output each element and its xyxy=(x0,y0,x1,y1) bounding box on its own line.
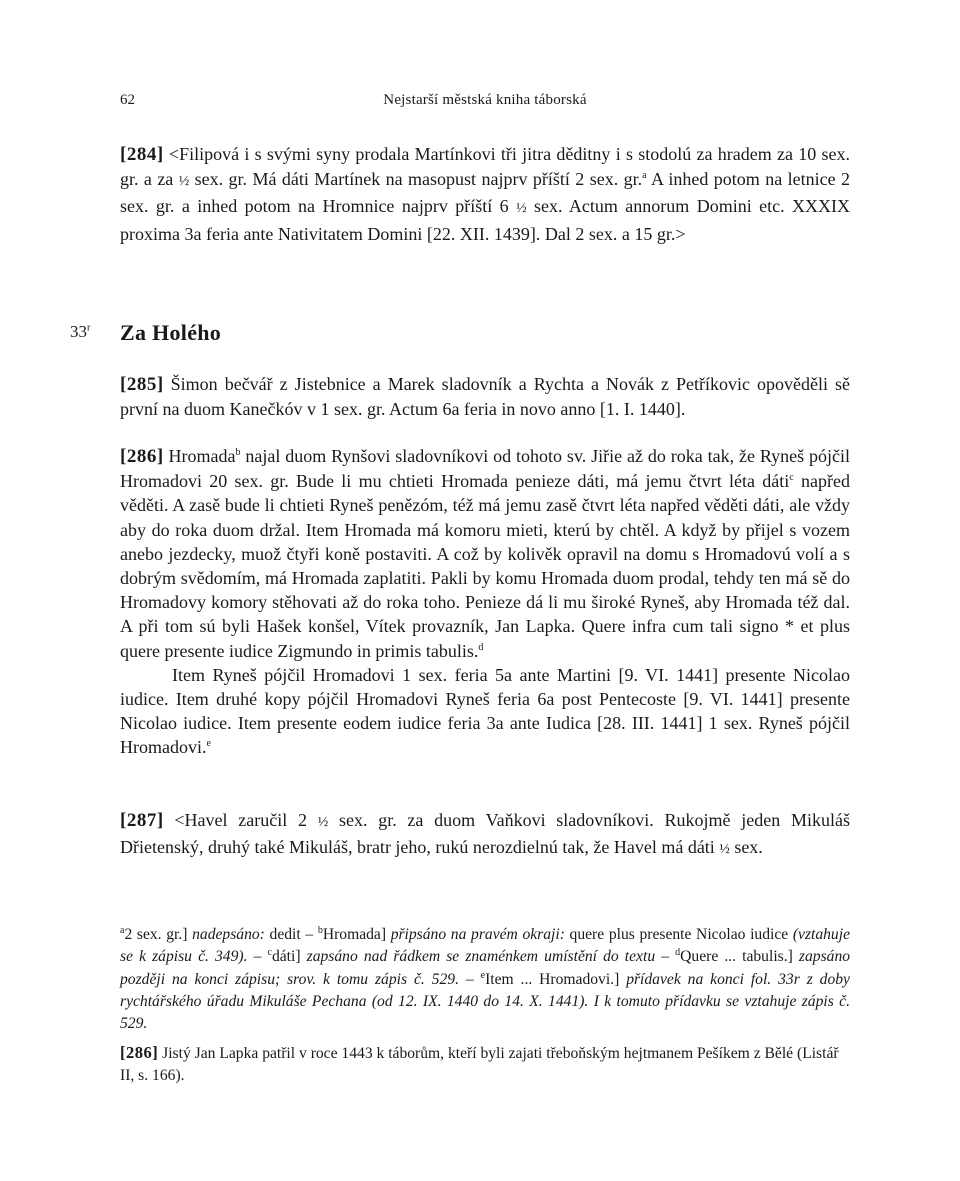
commentary-286 xyxy=(120,1042,850,1088)
entry-paragraph-2 xyxy=(120,663,850,760)
entry-text: Item Ryneš pójčil Hromadovi 1 sex. feria 5a ante Martini [9. VI. 1441] presente Nicolao iudice. Item druhé kopy pójčil Hromadovi Ryneš feria 6a post Pentecoste [9. VI. 1441] presente Nicolao iudice. Item presente eodem iudice feria 3a ante Iudica [28. III. 1441] 1 sex. Ryneš pójčil Hromadovi. xyxy=(120,664,850,758)
footnotes: $^a$2 sex. gr.] nadepsáno: dedit – $^b$Hromada] připsáno na pravém okraji: quere plus presente Nicolao iudice (vztahuje se k zápisu č. 349). – $^c$dáti] zapsáno nad řádkem se znaménkem umístění do textu – $^d$Quere ... tabulis.] zapsáno později na konci zápisu; srov. k tomu zápis č. 529. – $^e$Item ... Hromadovi.] přídavek na konci fol. 33r z doby rychtářského úřadu Mikuláše Pechana (od 12. IX. 1440 do 14. X. 1441). I k tomuto přídavku se vztahuje zápis č. 529. xyxy=(120,924,851,1033)
entry-number: [284] xyxy=(120,144,164,165)
footnote-mark-c: c xyxy=(267,947,272,959)
fraction-half: ½ xyxy=(719,842,730,858)
entry-paragraph xyxy=(120,444,850,663)
entry-text: sex. gr. za duom Vaňkovi sladovníkovi. Rukojmě jeden Mikuláš Dřietenský, druhý také Mikuláš, bratr jeho, rukú nerozdielnú tak, že Havel má dáti xyxy=(120,810,851,858)
entry-text: Hromada xyxy=(163,446,236,466)
fraction-half: ½ xyxy=(317,815,329,830)
entry-text: <Filipová i s svými syny prodala Martínkovi tři jitra děditny i s stodolú za hradem za 10 sex. gr. a za xyxy=(120,144,850,190)
entry-number: [286] xyxy=(120,446,164,467)
entry-284 xyxy=(120,142,850,246)
entry-text: A inhed potom na letnice 2 sex. gr. a inhed potom na Hromnice najprv příští 6 xyxy=(120,169,851,217)
entry-285 xyxy=(120,372,850,421)
footnote-mark-a: a xyxy=(120,924,125,936)
footnote-ref-e: e xyxy=(206,738,211,750)
commentary-text: Jistý Jan Lapka patřil v roce 1443 k táborům, kteří byli zajati třeboňským hejtmanem Pešíkem z Bělé (Listář II, s. 166). xyxy=(120,1045,839,1085)
page-number: 62 xyxy=(120,92,135,108)
footnote-mark-d: d xyxy=(675,947,681,959)
footnote-ref-a: a xyxy=(642,170,647,182)
entry-number: [285] xyxy=(120,374,164,395)
fraction-half: ½ xyxy=(516,201,527,217)
running-title: Nejstarší městská kniha táborská xyxy=(383,92,587,108)
folio-mark: 33$^r$ xyxy=(70,322,91,341)
entry-text: sex. xyxy=(729,837,763,858)
entry-number: [286] xyxy=(120,1043,159,1062)
entry-number: [287] xyxy=(120,810,164,831)
entry-text: <Havel zaručil 2 xyxy=(163,810,318,830)
page-header xyxy=(120,92,850,116)
entry-text: sex. gr. Má dáti Martínek na masopust najprv příští 2 sex. gr. xyxy=(189,169,643,190)
fraction-half: ½ xyxy=(178,174,190,190)
footnote-mark-e: e xyxy=(480,969,486,981)
footnote-ref-d: d xyxy=(478,641,484,653)
footnote-mark-b: b xyxy=(317,924,323,936)
entry-text: najal duom Rynšovi sladovníkovi od tohoto sv. Jiřie až do roka tak, že Ryneš pójčil Hromadovi 20 sex. gr. Bude li mu chtieti Hromada penieze dáti, má jemu čtvrt léta dáti xyxy=(120,446,850,492)
entry-text: napřed věděti. A zasě bude li chtieti Ryneš penězóm, též má jemu zasě čtvrt léta napřed věděti dáti, ale vždy aby do roka duom držal. Item Hromada má komoru mieti, kterú by chtěl. A když by přijel s vozem anebo jezdecky, muož čtyři koně postaviti. A což by kolivěk opravil na domu s Hromadovú volí a s dobrým svědomím, má Hromada zaplatiti. Pakli by komu Hromada duom prodal, tehdy ten má sě do Hromadovy komory stěhovati až do roka toho. Penieze dá li mu široké Ryneš, aby Hromada též dal. A při tom sú byli Hašek konšel, Vítek provazník, Jan Lapka. Quere infra cum tali signo * et plus quere presente iudice Zigmundo in primis tabulis. xyxy=(120,471,850,661)
section-heading: Za Holého xyxy=(120,320,222,345)
entry-text: Šimon bečvář z Jistebnice a Marek sladovník a Rychta a Novák z Petříkovic opověděli sě první na duom Kanečkóv v 1 sex. gr. Actum 6a feria in novo anno [1. I. 1440]. xyxy=(120,374,850,420)
entry-287 xyxy=(120,808,850,862)
footnote-ref-c: c xyxy=(789,472,794,484)
entry-286 xyxy=(120,444,850,760)
footnote-ref-b: b xyxy=(235,447,241,458)
entry-text: sex. Actum annorum Domini etc. XXXIX proxima 3a feria ante Nativitatem Domini [22. XII. 1439]. Dal 2 sex. a 15 gr.> xyxy=(120,196,850,244)
